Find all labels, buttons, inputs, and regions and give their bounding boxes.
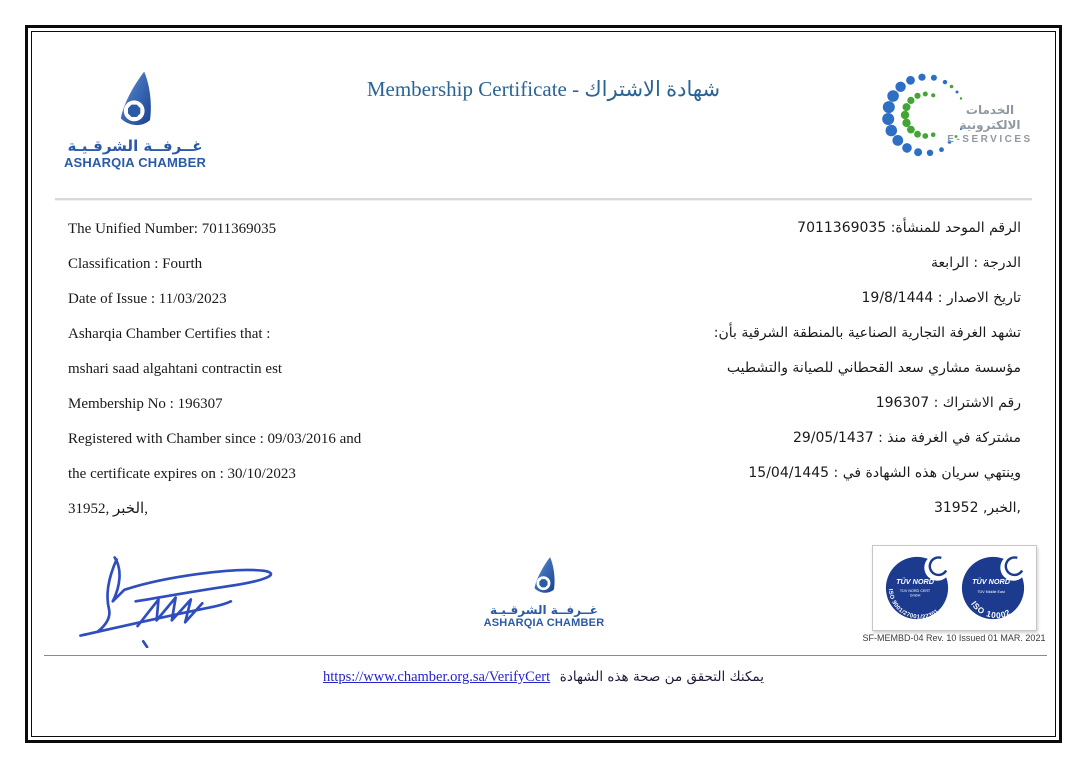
expiry-date-en: the certificate expires on : 30/10/2023 (68, 466, 296, 482)
date-of-issue-en: Date of Issue : 11/03/2023 (68, 291, 227, 307)
certificate-title: Membership Certificate - شهادة الاشتراك (366, 77, 721, 101)
unified-number-ar: الرقم الموحد للمنشأة: 7011369035 (797, 220, 1021, 236)
membership-no-ar: رقم الاشتراك : 196307 (875, 395, 1021, 411)
tuv-nord-iso10002-badge (959, 554, 1027, 622)
asharqia-logo-small (468, 556, 620, 630)
classification-en: Classification : Fourth (68, 256, 203, 272)
header-divider (55, 198, 1032, 201)
tuv-nord-iso9001-badge (883, 554, 951, 622)
certifies-that-en: Asharqia Chamber Certifies that : (68, 326, 271, 342)
membership-no-en: Membership No : 196307 (68, 396, 223, 412)
asharqia-arabic-name-small: غــرفــة الشرقـيـة (490, 603, 598, 617)
details-english (68, 220, 508, 535)
registered-since-en: Registered with Chamber since : 09/03/2016 and (68, 431, 362, 447)
classification-ar: الدرجة : الرابعة (931, 255, 1021, 271)
city-postal-ar: الخبر, 31952, (933, 500, 1021, 516)
expiry-date-ar: وينتهي سريان هذه الشهادة في : 15/04/1445 (748, 465, 1021, 481)
details-arabic (571, 219, 1021, 534)
certifies-that-ar: تشهد الغرفة التجارية الصناعية بالمنطقة الشرقية بأن: (713, 325, 1021, 341)
signature (66, 548, 291, 648)
footer-divider (44, 655, 1047, 656)
tuv1-brand: TÜV NORD (895, 577, 934, 587)
tuv1-rim-text: ISO 9001/27001/22301 (886, 588, 940, 621)
tuv-certification-badges (872, 545, 1037, 631)
eservices-english-label: E-SERVICES (947, 134, 1033, 145)
member-name-en: mshari saad algahtani contractin est (68, 361, 283, 377)
verification-footer (0, 669, 1087, 686)
member-name-ar: مؤسسة مشاري سعد القحطاني للصيانة والتشطيب (726, 360, 1021, 376)
unified-number-en: The Unified Number: 7011369035 (68, 221, 277, 237)
eservices-arabic-label: الخدمات الالكترونية (959, 103, 1021, 132)
asharqia-english-name: ASHARQIA CHAMBER (63, 155, 207, 170)
tuv2-brand: TÜV NORD (971, 577, 1010, 587)
tuv1-subline: TÜV NORD CERT (899, 588, 930, 593)
verify-url-link[interactable]: https://www.chamber.org.sa/VerifyCert (323, 669, 551, 685)
registered-since-ar: مشتركة في الغرفة منذ : 29/05/1437 (792, 430, 1021, 446)
asharqia-arabic-name: غــرفــة الشرقـيـة (67, 137, 203, 155)
asharqia-english-name-small: ASHARQIA CHAMBER (483, 617, 605, 629)
tuv1-subline2: GmbH (909, 593, 920, 598)
verify-instruction-text: يمكنك التحقق من صحة هذه الشهادة (559, 669, 764, 685)
eservices-logo (876, 67, 1038, 167)
tuv2-subline: TÜV Middle East (976, 589, 1005, 594)
asharqia-sail-icon-small (527, 556, 561, 596)
date-of-issue-ar: تاريخ الاصدار : 19/8/1444 (861, 290, 1021, 306)
tuv2-rim-text: ISO 10002 (968, 599, 1013, 621)
city-postal-en: 31952, الخبر, (68, 501, 148, 517)
eservices-labels (942, 103, 1038, 147)
form-revision-note: SF-MEMBD-04 Rev. 10 Issued 01 MAR. 2021 (862, 633, 1046, 643)
